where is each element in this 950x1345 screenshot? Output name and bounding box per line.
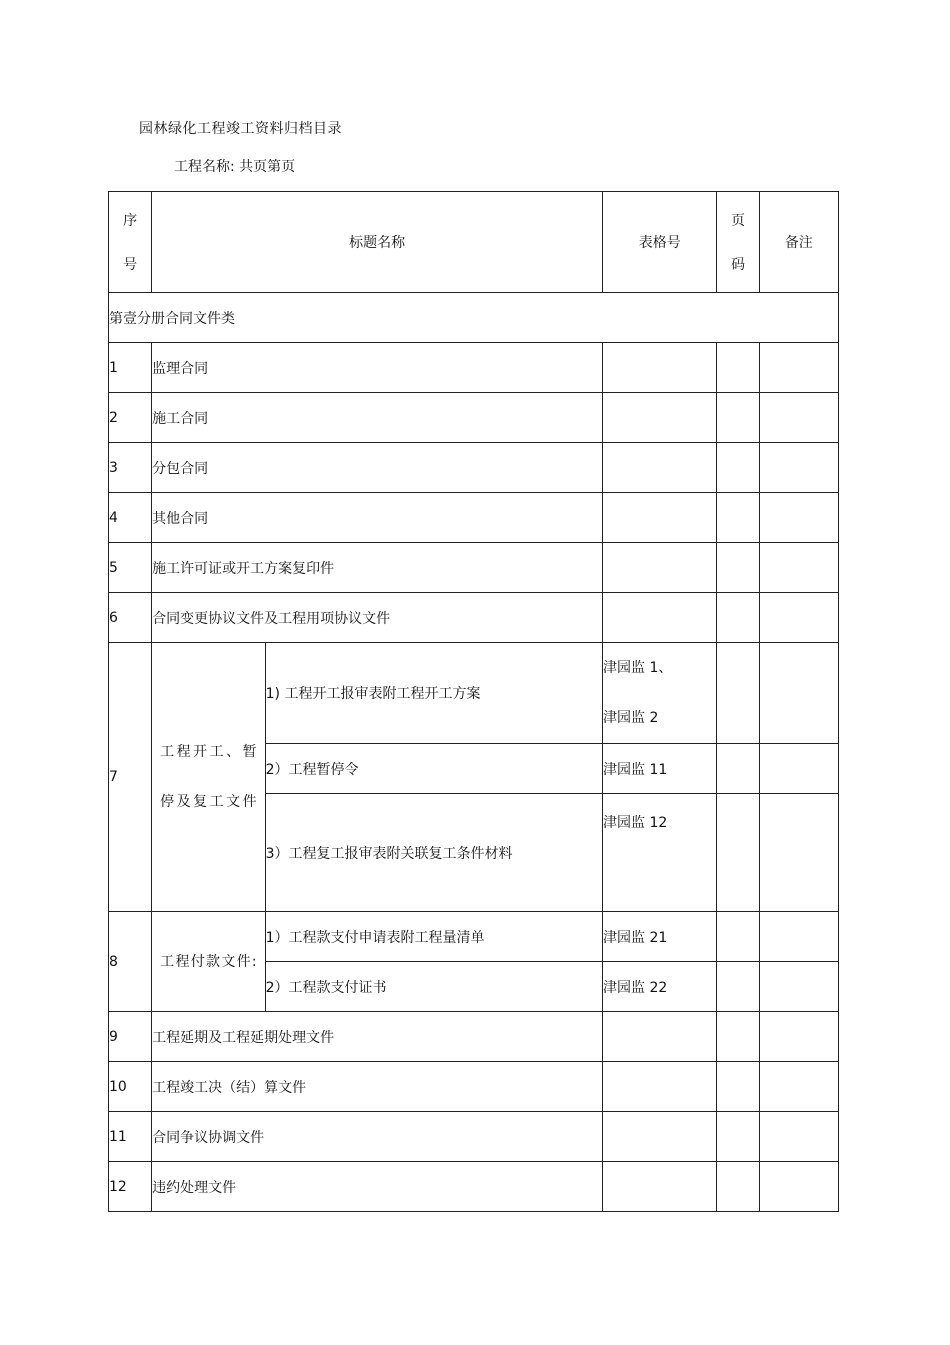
row-title: 工程延期及工程延期处理文件 (152, 1012, 603, 1062)
sub-item-title: 2）工程款支付证书 (265, 962, 602, 1012)
row-number: 6 (109, 593, 152, 643)
table-row (109, 543, 839, 593)
category-row (109, 293, 839, 343)
header-note: 备注 (759, 192, 838, 293)
row-note (759, 343, 838, 393)
row-number: 4 (109, 493, 152, 543)
row-page (717, 1112, 759, 1162)
row-title: 监理合同 (152, 343, 603, 393)
row-form (603, 543, 717, 593)
document-title: 园林绿化工程竣工资料归档目录 (139, 121, 342, 137)
row-number: 10 (109, 1062, 152, 1112)
row-page (717, 543, 759, 593)
row-page (717, 744, 759, 794)
row-title: 分包合同 (152, 443, 603, 493)
row-note (759, 1112, 838, 1162)
group-7-row-1 (109, 643, 839, 744)
row-title: 合同争议协调文件 (152, 1112, 603, 1162)
row-note (759, 443, 838, 493)
row-note (759, 493, 838, 543)
row-number: 11 (109, 1112, 152, 1162)
row-page (717, 443, 759, 493)
group-7-title-cell (152, 643, 265, 912)
row-form (603, 393, 717, 443)
row-title: 工程竣工决（结）算文件 (152, 1062, 603, 1112)
row-note (759, 1062, 838, 1112)
table-row (109, 1162, 839, 1212)
sub-item-title: 2）工程暂停令 (265, 744, 602, 794)
row-note (759, 393, 838, 443)
row-form (603, 493, 717, 543)
sub-item-title: 3）工程复工报审表附关联复工条件材料 (265, 794, 602, 912)
row-number: 9 (109, 1012, 152, 1062)
row-form (603, 343, 717, 393)
row-note (759, 962, 838, 1012)
row-note (759, 593, 838, 643)
table-row (109, 493, 839, 543)
row-number: 8 (109, 912, 152, 1012)
row-form (603, 1162, 717, 1212)
header-no: 序 号 (109, 192, 152, 293)
row-number: 5 (109, 543, 152, 593)
table-row (109, 1062, 839, 1112)
table-row (109, 1012, 839, 1062)
row-note (759, 543, 838, 593)
table-row (109, 593, 839, 643)
row-number: 2 (109, 393, 152, 443)
row-title: 其他合同 (152, 493, 603, 543)
row-title: 违约处理文件 (152, 1162, 603, 1212)
sub-item-form: 津园监 21 (603, 912, 717, 962)
row-page (717, 912, 759, 962)
header-page: 页 码 (717, 192, 759, 293)
row-page (717, 962, 759, 1012)
category-label: 第壹分册合同文件类 (109, 293, 839, 343)
table-row (109, 393, 839, 443)
row-page (717, 343, 759, 393)
table-row (109, 443, 839, 493)
sub-item-title: 1) 工程开工报审表附工程开工方案 (265, 643, 602, 744)
row-number: 1 (109, 343, 152, 393)
row-page (717, 393, 759, 443)
row-page (717, 643, 759, 744)
row-number: 3 (109, 443, 152, 493)
group-title: 工程付款文件: (160, 953, 257, 970)
row-form (603, 443, 717, 493)
row-page (717, 794, 759, 912)
group-title: 工程开工、暂停及复工文件 (160, 744, 257, 810)
header-form: 表格号 (603, 192, 717, 293)
group-8-title-cell (152, 912, 265, 1012)
row-number: 7 (109, 643, 152, 912)
sub-item-form: 津园监 1、 津园监 2 (603, 643, 717, 744)
row-note (759, 1162, 838, 1212)
table-row (109, 1112, 839, 1162)
row-form (603, 1112, 717, 1162)
row-form (603, 593, 717, 643)
row-title: 合同变更协议文件及工程用项协议文件 (152, 593, 603, 643)
row-page (717, 1012, 759, 1062)
row-page (717, 1062, 759, 1112)
row-note (759, 643, 838, 744)
sub-item-title: 1）工程款支付申请表附工程量清单 (265, 912, 602, 962)
archive-catalog-table (108, 191, 839, 1212)
row-form (603, 1012, 717, 1062)
sub-item-form: 津园监 22 (603, 962, 717, 1012)
row-page (717, 593, 759, 643)
header-row (109, 192, 839, 293)
row-note (759, 744, 838, 794)
row-page (717, 1162, 759, 1212)
header-title: 标题名称 (152, 192, 603, 293)
row-title: 施工许可证或开工方案复印件 (152, 543, 603, 593)
row-note (759, 794, 838, 912)
group-8-row-1 (109, 912, 839, 962)
row-number: 12 (109, 1162, 152, 1212)
row-note (759, 1012, 838, 1062)
table-row (109, 343, 839, 393)
row-note (759, 912, 838, 962)
row-title: 施工合同 (152, 393, 603, 443)
sub-item-form: 津园监 12 (603, 794, 717, 912)
row-form (603, 1062, 717, 1112)
row-page (717, 493, 759, 543)
project-name-line: 工程名称: 共页第页 (174, 159, 296, 175)
sub-item-form: 津园监 11 (603, 744, 717, 794)
